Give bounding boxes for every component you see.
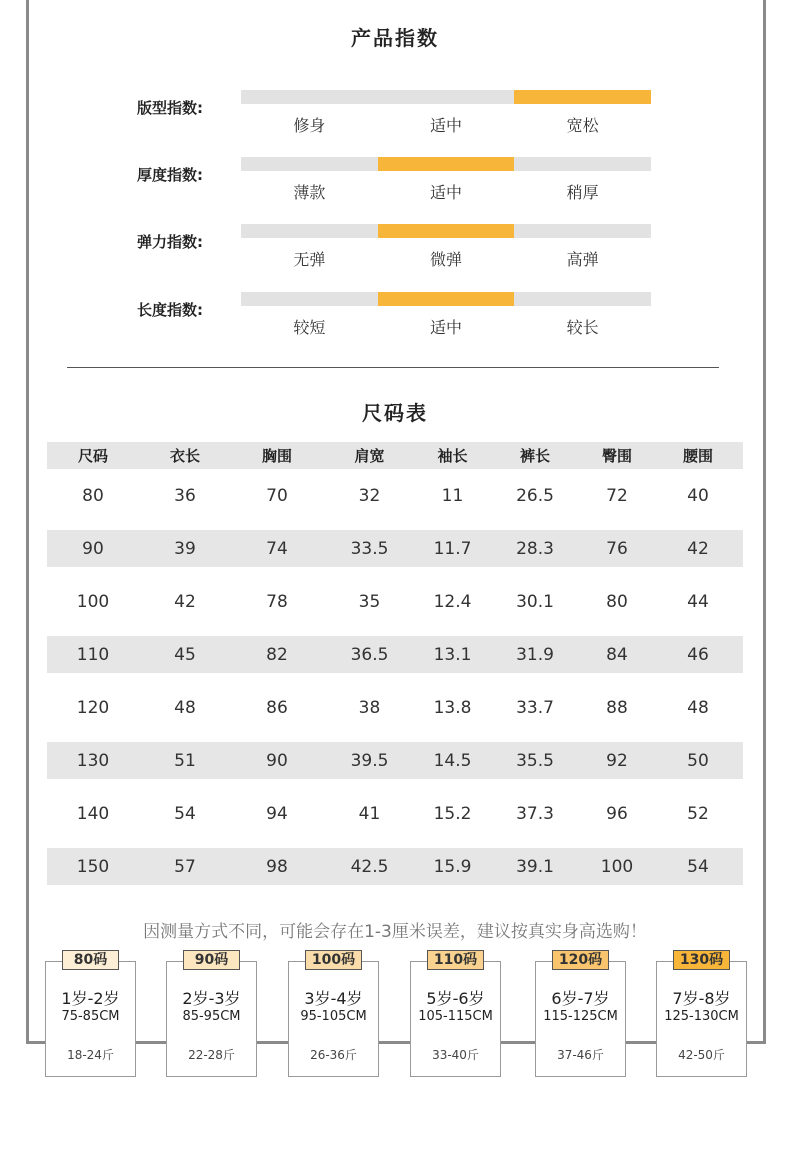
index-option-label: 适中 — [430, 116, 463, 135]
table-cell: 32 — [358, 485, 381, 506]
index-bar — [241, 90, 651, 104]
table-cell: 92 — [606, 750, 628, 771]
table-cell: 28.3 — [516, 538, 554, 559]
index-segment — [378, 90, 515, 104]
index-options — [241, 113, 651, 136]
table-cell: 94 — [266, 803, 288, 824]
table-cell: 48 — [174, 697, 196, 718]
table-header-cell: 腰围 — [682, 447, 713, 465]
index-label: 版型指数: — [137, 99, 203, 117]
size-card — [288, 952, 379, 1077]
index-label: 弹力指数: — [137, 233, 203, 251]
table-header-cell: 衣长 — [169, 447, 200, 465]
table-cell: 84 — [606, 644, 628, 665]
size-card-weight: 26-36斤 — [310, 1048, 357, 1062]
table-cell: 120 — [76, 697, 110, 718]
index-label: 长度指数: — [137, 301, 203, 319]
table-cell: 76 — [606, 538, 628, 559]
table-cell: 140 — [76, 803, 110, 824]
size-chart-title: 尺码表 — [362, 401, 428, 425]
table-cell: 70 — [266, 485, 288, 506]
size-card-tag: 90码 — [183, 950, 240, 970]
table-cell: 15.2 — [433, 803, 472, 824]
table-cell: 98 — [266, 856, 288, 877]
index-option-label: 无弹 — [293, 250, 326, 269]
table-cell: 51 — [174, 750, 196, 771]
table-cell: 33.7 — [516, 697, 554, 718]
index-segment — [241, 157, 378, 171]
table-cell: 88 — [606, 697, 628, 718]
table-cell: 54 — [687, 856, 709, 877]
table-cell: 42 — [687, 538, 709, 559]
index-options — [241, 180, 651, 203]
table-header-cell: 胸围 — [261, 447, 292, 465]
size-card-height: 95-105CM — [300, 1009, 367, 1024]
index-segment-selected — [514, 90, 651, 104]
index-option-label: 薄款 — [293, 183, 326, 202]
table-cell: 26.5 — [516, 485, 554, 506]
table-cell: 35 — [358, 591, 381, 612]
size-chart-table — [47, 442, 743, 893]
size-card-height: 75-85CM — [61, 1009, 120, 1024]
table-row — [47, 575, 743, 628]
table-cell: 35.5 — [516, 750, 554, 771]
table-cell: 96 — [606, 803, 628, 824]
size-card-age: 3岁-4岁 — [304, 989, 363, 1008]
index-label: 厚度指数: — [137, 166, 203, 184]
table-cell: 45 — [174, 644, 196, 665]
table-cell: 14.5 — [433, 750, 472, 771]
size-card — [166, 952, 257, 1077]
table-cell: 48 — [687, 697, 709, 718]
index-options — [241, 247, 651, 270]
size-card-age: 2岁-3岁 — [182, 989, 241, 1008]
index-option-label: 宽松 — [566, 116, 599, 135]
table-cell: 13.1 — [433, 644, 472, 665]
table-cell: 38 — [358, 697, 381, 718]
table-cell: 36 — [174, 485, 196, 506]
size-card-age: 7岁-8岁 — [672, 989, 731, 1008]
index-segment — [241, 90, 378, 104]
table-cell: 50 — [687, 750, 709, 771]
table-cell: 11.7 — [433, 538, 472, 559]
table-cell: 130 — [76, 750, 110, 771]
index-option-label: 较短 — [293, 318, 326, 337]
table-header-cell: 尺码 — [77, 447, 108, 465]
index-segment-selected — [378, 224, 515, 238]
table-cell: 54 — [174, 803, 196, 824]
table-row — [47, 787, 743, 840]
index-segment — [514, 224, 651, 238]
table-cell: 100 — [600, 856, 634, 877]
table-cell: 80 — [82, 485, 104, 506]
size-card-weight: 37-46斤 — [557, 1048, 604, 1062]
frame-bottom-border — [26, 1041, 766, 1044]
index-option-label: 高弹 — [566, 250, 599, 269]
frame-left-border — [26, 0, 29, 1044]
table-cell: 30.1 — [516, 591, 554, 612]
table-cell: 82 — [266, 644, 288, 665]
size-card-height: 115-125CM — [543, 1009, 618, 1024]
size-card-age: 1岁-2岁 — [61, 989, 120, 1008]
index-option-label: 较长 — [566, 318, 599, 337]
size-card-tag: 130码 — [673, 950, 730, 970]
table-cell: 39 — [174, 538, 196, 559]
table-cell: 44 — [687, 591, 709, 612]
size-card-weight: 18-24斤 — [67, 1048, 114, 1062]
table-cell: 110 — [76, 644, 110, 665]
table-header-cell: 裤长 — [519, 447, 550, 465]
table-row — [47, 742, 743, 779]
table-cell: 90 — [82, 538, 104, 559]
table-cell: 80 — [606, 591, 628, 612]
table-cell: 57 — [174, 856, 196, 877]
index-option-label: 适中 — [430, 183, 463, 202]
table-header-row — [47, 442, 743, 469]
index-segment-selected — [378, 157, 515, 171]
table-cell: 86 — [266, 697, 288, 718]
size-card-tag: 110码 — [427, 950, 484, 970]
table-cell: 33.5 — [350, 538, 389, 559]
table-row — [47, 469, 743, 522]
size-card-tag: 80码 — [62, 950, 119, 970]
table-cell: 78 — [266, 591, 288, 612]
index-option-label: 稍厚 — [566, 183, 599, 202]
size-card-height: 85-95CM — [182, 1009, 241, 1024]
table-cell: 37.3 — [516, 803, 554, 824]
table-cell: 150 — [76, 856, 110, 877]
table-cell: 52 — [687, 803, 709, 824]
table-cell: 11 — [441, 485, 464, 506]
index-option-label: 适中 — [430, 318, 463, 337]
size-card — [45, 952, 136, 1077]
index-option-label: 微弹 — [430, 250, 463, 269]
table-cell: 31.9 — [516, 644, 554, 665]
table-cell: 12.4 — [433, 591, 472, 612]
size-card-tag: 120码 — [552, 950, 609, 970]
table-cell: 15.9 — [433, 856, 472, 877]
index-bar — [241, 157, 651, 171]
table-header-cell: 肩宽 — [354, 447, 385, 465]
table-cell: 74 — [266, 538, 288, 559]
size-card-tag: 100码 — [305, 950, 362, 970]
index-option-label: 修身 — [293, 116, 326, 135]
index-segment-selected — [378, 292, 515, 306]
index-bar — [241, 292, 651, 306]
table-cell: 13.8 — [433, 697, 472, 718]
size-card — [410, 952, 501, 1077]
frame-right-border — [763, 0, 766, 1044]
table-cell: 72 — [606, 485, 628, 506]
index-segment — [241, 292, 378, 306]
table-cell: 42 — [174, 591, 196, 612]
size-card-weight: 33-40斤 — [432, 1048, 479, 1062]
size-card-age: 6岁-7岁 — [551, 989, 610, 1008]
measurement-note: 因测量方式不同，可能会存在1-3厘米误差，建议按真实身高选购！ — [143, 922, 647, 942]
size-card-weight: 42-50斤 — [678, 1048, 725, 1062]
index-segment — [241, 224, 378, 238]
table-row — [47, 636, 743, 673]
table-cell: 36.5 — [350, 644, 389, 665]
table-cell: 41 — [358, 803, 381, 824]
size-card-height: 105-115CM — [418, 1009, 493, 1024]
table-cell: 100 — [76, 591, 110, 612]
table-row — [47, 848, 743, 885]
size-card-weight: 22-28斤 — [188, 1048, 235, 1062]
index-segment — [514, 157, 651, 171]
table-cell: 42.5 — [350, 856, 389, 877]
size-card-height: 125-130CM — [664, 1009, 739, 1024]
table-cell: 40 — [687, 485, 709, 506]
table-cell: 39.1 — [516, 856, 554, 877]
size-card — [535, 952, 626, 1077]
table-header-cell: 臀围 — [601, 447, 632, 465]
table-cell: 39.5 — [350, 750, 389, 771]
table-cell: 46 — [687, 644, 709, 665]
table-cell: 90 — [266, 750, 288, 771]
index-segment — [514, 292, 651, 306]
index-options — [241, 315, 651, 338]
size-card — [656, 952, 747, 1077]
table-header-cell: 袖长 — [437, 447, 468, 465]
product-index-title: 产品指数 — [351, 26, 439, 50]
table-row — [47, 681, 743, 734]
table-row — [47, 530, 743, 567]
section-divider — [67, 367, 719, 368]
size-card-age: 5岁-6岁 — [426, 989, 485, 1008]
index-bar — [241, 224, 651, 238]
